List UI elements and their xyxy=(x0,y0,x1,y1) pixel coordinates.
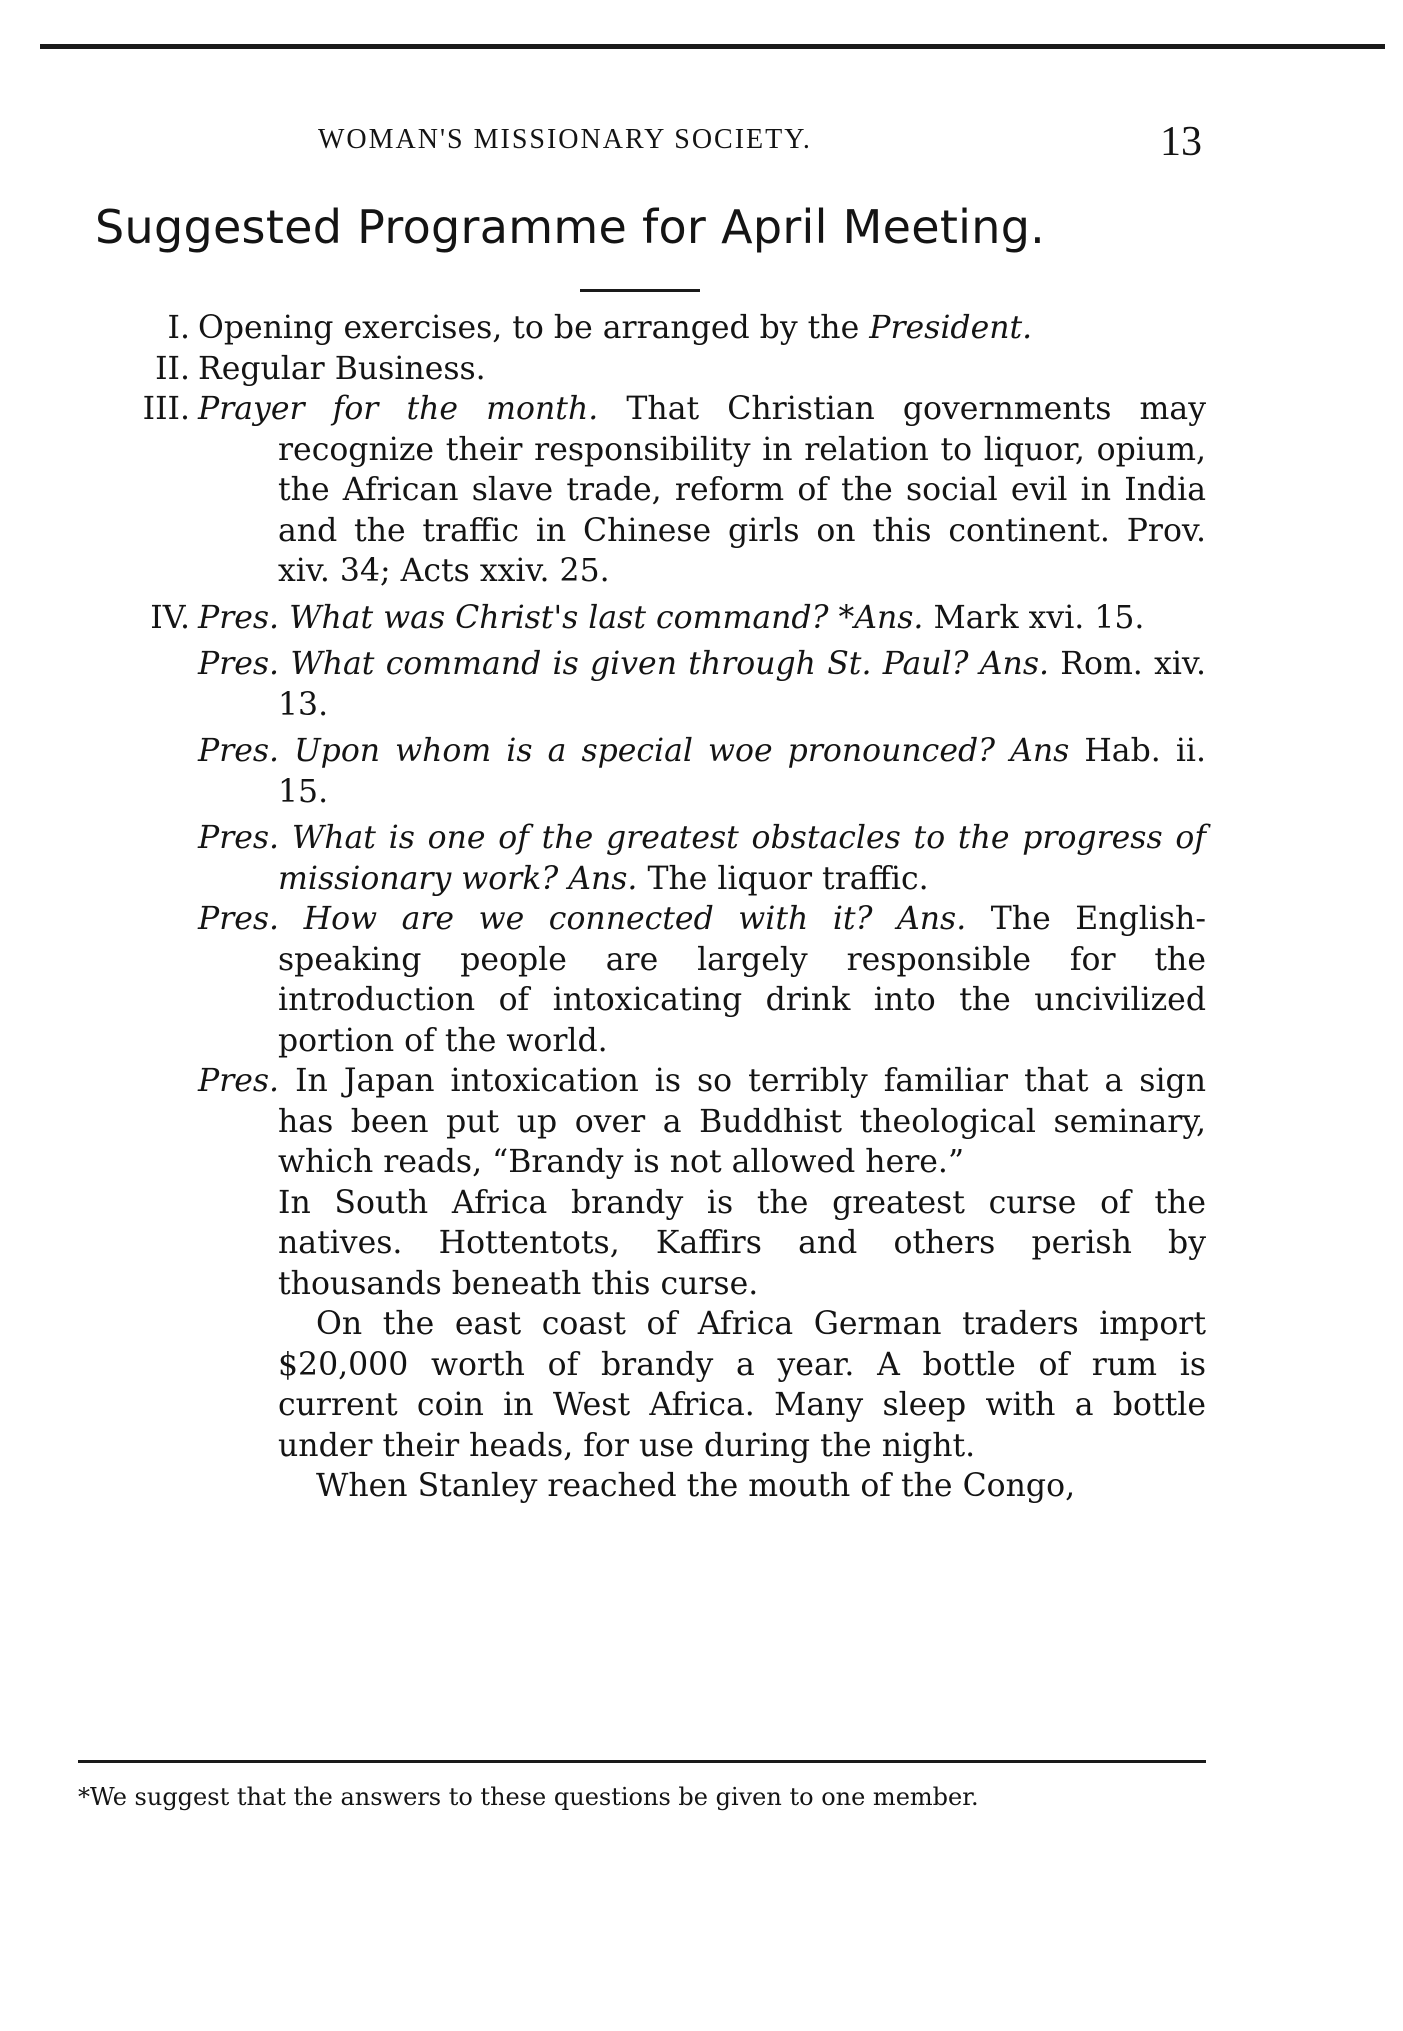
page-header xyxy=(0,118,1403,168)
item-number: II. xyxy=(155,350,190,387)
program-item-1 xyxy=(0,308,1206,349)
item-number: I. xyxy=(167,310,190,346)
item-number: IV. xyxy=(150,599,190,636)
item-text: Regular Business. xyxy=(198,350,486,387)
item-text: Opening exercises, to be arranged by the xyxy=(198,310,870,346)
program-item-3 xyxy=(0,389,1206,592)
paragraph-stanley: When Stanley reached the mouth of the Congo, xyxy=(316,1468,1076,1504)
qa-6 xyxy=(0,1061,1206,1183)
qa-4 xyxy=(0,818,1206,899)
program-item-2 xyxy=(0,349,1206,390)
item-emphasis: President. xyxy=(869,310,1033,346)
qa-2 xyxy=(0,644,1206,725)
running-head: WOMAN'S MISSIONARY SOCIETY. xyxy=(318,124,812,155)
item-number: III. xyxy=(142,391,190,427)
answer: Rom. xiv. 13. xyxy=(278,646,1206,723)
answer: Hab. ii. 15. xyxy=(278,733,1206,810)
footnote-rule xyxy=(78,1760,1206,1763)
page-number: 13 xyxy=(1160,119,1202,165)
answer: Mark xvi. 15. xyxy=(923,599,1145,636)
question: Pres. What was Christ's last command? *Ans. xyxy=(198,599,924,636)
program-list xyxy=(0,308,1403,1507)
footnote: *We suggest that the answers to these questions be given to one member. xyxy=(78,1783,979,1811)
qa-5 xyxy=(0,899,1206,1061)
paragraph-east-africa: On the east coast of Africa German traders import $20,000 worth of brandy a year. A bottle of rum is current coin in West Africa. Many sleep with a bottle under their heads, for use during the night. xyxy=(278,1306,1206,1464)
item-label: Prayer for the month. xyxy=(198,391,599,427)
top-rule xyxy=(40,44,1385,49)
paragraph-south-africa: In South Africa brandy is the greatest curse of the natives. Hottentots, Kaffirs and others perish by thousands beneath this curse. xyxy=(278,1184,1206,1302)
title-rule xyxy=(580,289,700,292)
program-item-4 xyxy=(0,598,1206,639)
question: Pres. What is one of the greatest obstacles to the progress of missionary work? Ans. xyxy=(198,820,1206,897)
item-text: That Christian governments may recognize their responsibility in relation to liquor, opium, the African slave trade, reform of the social evil in India and the traffic in Chinese girls on this continent. Prov. xiv. 34; Acts xxiv. 25. xyxy=(278,391,1206,589)
answer: The liquor traffic. xyxy=(637,860,929,897)
question: Pres. How are we connected with it? Ans. xyxy=(198,901,967,937)
answer: In Japan intoxication is so terribly familiar that a sign has been put up over a Buddhist theological seminary, which reads, “Brandy is not allowed here.” xyxy=(278,1063,1206,1180)
question: Pres. Upon whom is a special woe pronounced? Ans xyxy=(198,733,1070,769)
page-title: Suggested Programme for April Meeting. xyxy=(95,200,1046,254)
answer: The English-speaking people are largely responsible for the introduction of intoxicating drink into the uncivilized portion of the world. xyxy=(278,901,1206,1059)
question: Pres. What command is given through St. Paul? Ans. xyxy=(198,646,1049,682)
question: Pres. xyxy=(198,1063,280,1099)
qa-3 xyxy=(0,731,1206,812)
